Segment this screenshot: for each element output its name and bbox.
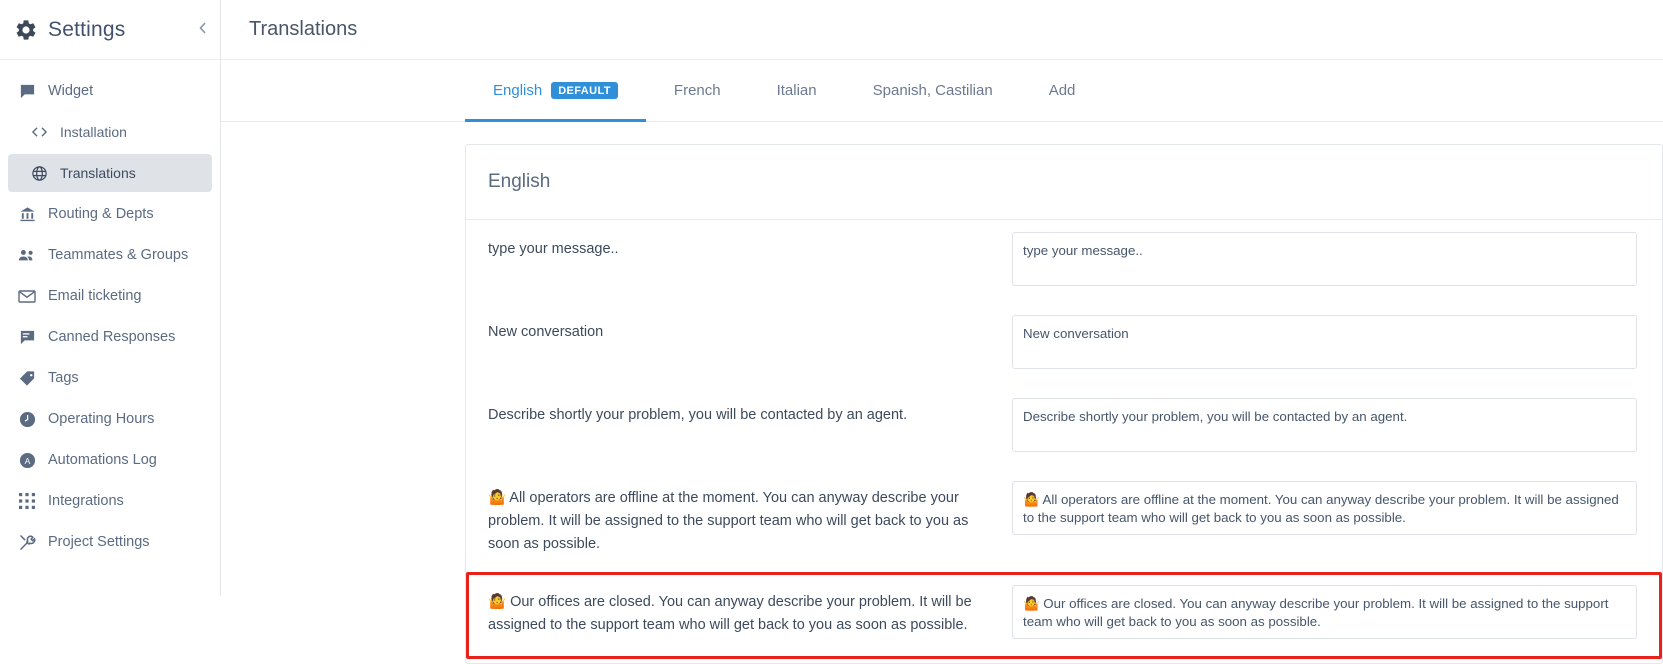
translation-row — [466, 386, 1662, 469]
tools-icon — [18, 533, 36, 551]
sidebar-item-teammates-groups[interactable] — [8, 236, 212, 274]
translations-panel — [465, 144, 1663, 664]
settings-title: Settings — [48, 17, 126, 41]
sidebar-item-label: Integrations — [48, 493, 124, 509]
automation-a-icon — [18, 451, 36, 469]
gear-icon — [14, 18, 38, 42]
code-brackets-icon — [30, 123, 48, 141]
sidebar-item-label: Installation — [60, 124, 127, 140]
sidebar-item-project-settings[interactable] — [8, 523, 212, 561]
sidebar-item-tags[interactable] — [8, 359, 212, 397]
grid-apps-icon — [18, 492, 36, 510]
translation-input[interactable] — [1012, 585, 1637, 639]
sidebar-item-integrations[interactable] — [8, 482, 212, 520]
sidebar-item-installation[interactable] — [8, 113, 212, 151]
translation-source-text: type your message.. — [488, 241, 619, 257]
sidebar-item-label: Project Settings — [48, 534, 150, 550]
tab-label: Italian — [776, 82, 817, 99]
translation-source-text: 🤷 Our offices are closed. You can anyway describe your problem. It will be assigned to the support team who will get back to you as soon as possible. — [488, 594, 972, 633]
sidebar-item-label: Teammates & Groups — [48, 247, 189, 263]
translation-input[interactable] — [1012, 232, 1637, 286]
status-badge: DEFAULT — [551, 82, 618, 99]
translation-row — [466, 303, 1662, 386]
chevron-left-icon[interactable] — [194, 21, 212, 39]
sidebar-item-automations-log[interactable] — [8, 441, 212, 479]
tab-italian[interactable] — [749, 60, 845, 122]
translation-field-wrap — [1012, 232, 1642, 291]
main-content — [221, 0, 1663, 633]
translation-input[interactable] — [1012, 481, 1637, 535]
bank-icon — [18, 205, 36, 223]
envelope-icon — [18, 287, 36, 305]
translation-source-text: Describe shortly your problem, you will be contacted by an agent. — [488, 407, 908, 423]
tab-english[interactable] — [465, 60, 646, 122]
clock-icon — [18, 410, 36, 428]
chat-bubble-icon — [18, 82, 36, 100]
tab-label: Add — [1048, 82, 1076, 99]
sidebar-header — [0, 0, 220, 60]
sidebar-item-label: Automations Log — [48, 452, 157, 468]
globe-icon — [30, 164, 48, 182]
sidebar-item-label: Routing & Depts — [48, 206, 154, 222]
tab-add[interactable] — [1021, 60, 1104, 122]
translation-row — [466, 220, 1662, 303]
sidebar-item-operating-hours[interactable] — [8, 400, 212, 438]
sidebar-item-routing-depts[interactable] — [8, 195, 212, 233]
translation-field-wrap — [1012, 315, 1642, 374]
sidebar-item-label: Translations — [60, 165, 136, 181]
people-icon — [18, 246, 36, 264]
translation-row — [466, 469, 1662, 568]
sidebar-item-translations[interactable] — [8, 154, 212, 192]
translation-input[interactable] — [1012, 315, 1637, 369]
sidebar-item-email-ticketing[interactable] — [8, 277, 212, 315]
main-header — [221, 0, 1663, 60]
page-title: Translations — [249, 18, 358, 40]
sidebar-item-label: Operating Hours — [48, 411, 155, 427]
panel-title: English — [488, 171, 551, 192]
sidebar-item-label: Widget — [48, 83, 94, 99]
canned-response-icon — [18, 328, 36, 346]
tab-label: Spanish, Castilian — [872, 82, 993, 99]
sidebar-item-label: Email ticketing — [48, 288, 142, 304]
sidebar-item-label: Canned Responses — [48, 329, 176, 345]
sidebar-nav — [0, 60, 220, 561]
translation-input[interactable] — [1012, 398, 1637, 452]
translation-source-text: 🤷 All operators are offline at the moment. You can anyway describe your problem. It will be assigned to the support team who will get back to you as soon as possible. — [488, 490, 969, 552]
sidebar-item-widget[interactable] — [8, 72, 212, 110]
tab-label: English — [493, 82, 543, 99]
translation-source-text: New conversation — [488, 324, 604, 340]
language-tabs — [221, 60, 1663, 122]
tab-label: French — [673, 82, 721, 99]
translation-field-wrap — [1012, 398, 1642, 457]
sidebar — [0, 0, 221, 596]
translation-row-highlighted — [466, 572, 1662, 659]
tab-french[interactable] — [646, 60, 749, 122]
tag-icon — [18, 369, 36, 387]
svg-text:A: A — [24, 455, 30, 466]
sidebar-item-canned-responses[interactable] — [8, 318, 212, 356]
tab-spanish-castilian[interactable] — [845, 60, 1021, 122]
translation-field-wrap — [1012, 481, 1642, 540]
translation-field-wrap — [1012, 585, 1639, 644]
sidebar-item-label: Tags — [48, 370, 79, 386]
